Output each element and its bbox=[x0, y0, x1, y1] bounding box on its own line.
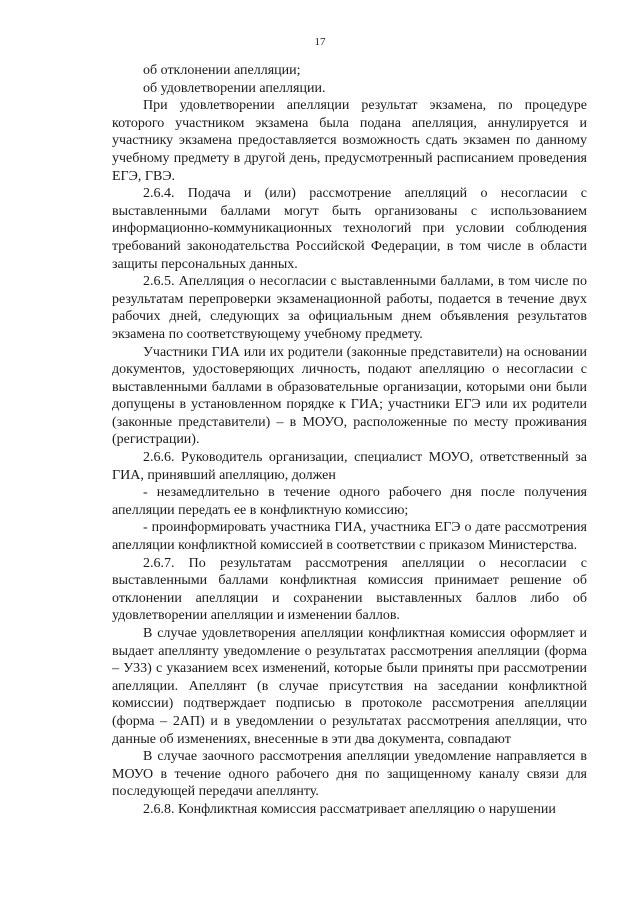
page-number: 17 bbox=[314, 36, 326, 48]
paragraph-2-6-8: 2.6.8. Конфликтная комиссия рассматривает апелляцию о нарушении bbox=[143, 801, 556, 817]
paragraph-absentee: В случае заочного рассмотрения апелляции уведомление направляется в МОУО в течение одного рабочего дня по защищенному каналу связи для последующей передачи апеллянту. bbox=[112, 749, 587, 800]
paragraph-participants-appeal: Участники ГИА или их родители (законные представители) на основании документов, удостоверяющих личность, подают апелляцию о несогласии с выставленными баллами в образовательные организации, которыми они были допущены в установленном порядке к ГИА; участники ЕГЭ или их родители (законные представители) – в МОУО, расположенные по месту проживания (регистрации). bbox=[112, 344, 587, 448]
paragraph-notification: В случае удовлетворения апелляции конфликтная комиссия оформляет и выдает апеллянту уведомление о результатах рассмотрения апелляции (форма – У33) с указанием всех изменений, которые были приняты при рассмотрении апелляции. Апеллянт (в случае присутствия на заседании конфликтной комиссии) подтверждает подписью в протоколе рассмотрения апелляции (форма – 2АП) и в уведомлении о результатах рассмотрения апелляции, что данные об изменениях, внесенные в эти два документа, совпадают bbox=[112, 626, 587, 747]
paragraph-2-6-6: 2.6.6. Руководитель организации, специалист МОУО, ответственный за ГИА, принявший апелляцию, должен bbox=[112, 450, 587, 483]
paragraph-2-6-4: 2.6.4. Подача и (или) рассмотрение апелляций о несогласии с выставленными баллами могут быть организованы с использованием информационно-коммуникационных технологий при условии соблюдения требований законодательства Российской Федерации, в том числе в области защиты персональных данных. bbox=[112, 186, 587, 272]
list-item-transfer: - незамедлительно в течение одного рабочего дня после получения апелляции передать ее в конфликтную комиссию; bbox=[112, 485, 587, 518]
list-item-satisfaction: об удовлетворении апелляции. bbox=[143, 80, 326, 96]
list-item-rejection: об отклонении апелляции; bbox=[143, 63, 301, 78]
list-item-inform: - проинформировать участника ГИА, участника ЕГЭ о дате рассмотрения апелляции конфликтной комиссией в соответствии с приказом Министерства. bbox=[112, 520, 587, 554]
paragraph-result-annulment: При удовлетворении апелляции результат экзамена, по процедуре которого участником экзамена была подана апелляция, аннулируется и участнику экзамена предоставляется возможность сдать экзамен по данному учебному предмету в другой день, предусмотренный расписанием проведения ЕГЭ, ГВЭ. bbox=[112, 98, 587, 184]
paragraph-2-6-7: 2.6.7. По результатам рассмотрения апелляции о несогласии с выставленными баллами конфликтная комиссия принимает решение об отклонении апелляции и сохранении выставленных баллов либо об удовлетворении апелляции и изменении баллов. bbox=[112, 555, 587, 624]
paragraph-2-6-5: 2.6.5. Апелляция о несогласии с выставленными баллами, в том числе по результатам перепроверки экзаменационной работы, подается в течение двух рабочих дней, следующих за официальным днем объявления результатов экзамена по соответствующему учебному предмету. bbox=[112, 274, 587, 342]
document-body bbox=[112, 62, 587, 819]
